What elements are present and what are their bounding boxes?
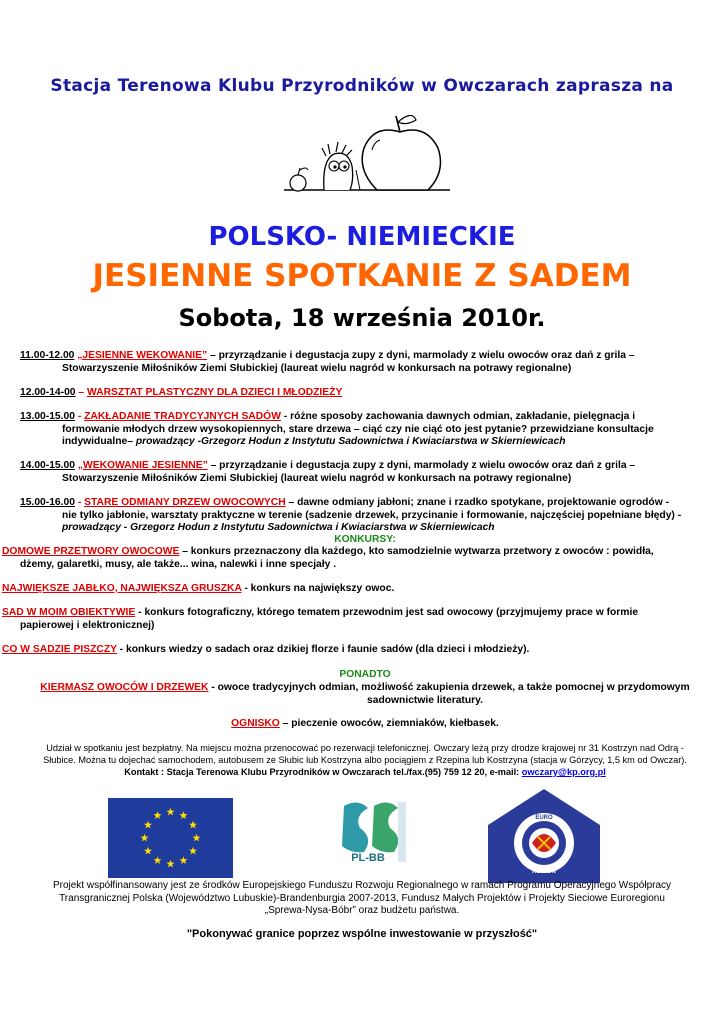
pl-bb-label: PL-BB [351, 852, 385, 864]
euroregion-logo [484, 785, 604, 885]
program-desc-cont: Stowarzyszenie Miłośników Ziemi Słubickiej (laureat wielu nagród w konkursach na potrawy regionalne) [62, 472, 572, 484]
title-polish-german: POLSKO- NIEMIECKIE [208, 222, 516, 252]
program-time: 12.00-14-00 [20, 387, 76, 398]
program-title: WARSZTAT PLASTYCZNY DLA DZIECI I MŁODZIEŻY [87, 387, 343, 398]
contest-item: SAD W MOIM OBIEKTYWIE - konkurs fotograficzny, którego tematem przewodnim jest sad owocowy (przyjmujemy prace w formie papierowej i elektronicznej) [2, 607, 639, 631]
program-title: „WEKOWANIE JESIENNE” [77, 460, 208, 471]
program-lecturer: prowadzący -Grzegorz Hodun z Instytutu Sadownictwa i Kwiaciarstwa w Skierniewicach [135, 436, 566, 448]
bonfire-item: OGNISKO – pieczenie owoców, ziemniaków, kiełbasek. [231, 718, 499, 729]
contest-item: NAJWIĘKSZE JABŁKO, NAJWIĘKSZA GRUSZKA - konkurs na największy owoc. [2, 583, 395, 594]
bonfire-title: OGNISKO [231, 718, 280, 729]
email-link[interactable]: owczary@kp.org.pl [521, 767, 606, 777]
pl-bb-logo [338, 798, 408, 870]
contest-title: DOMOWE PRZETWORY OWOCOWE [2, 546, 180, 557]
contest-title: CO W SADZIE PISZCZY [2, 644, 117, 655]
program-desc: – dawne odmiany jabłoni; znane i rzadko spotykane, projektowanie ogrodów - [285, 497, 670, 508]
fair-item: KIERMASZ OWOCÓW I DRZEWEK - owoce tradycyjnych odmian, możliwość zakupienia drzewek, a także pomocnej w przydomowym sadownictwie literatury. [40, 682, 690, 706]
program-desc: – przyrządzanie i degustacja zupy z dyni, marmolady z wielu owoców oraz dań z grila – [207, 350, 635, 361]
title-autumn-orchard: JESIENNE SPOTKANIE Z SADEM [92, 258, 632, 294]
intro-line: Stacja Terenowa Klubu Przyrodników w Owczarach zaprasza na [50, 76, 674, 96]
program-time: 13.00-15.00 [20, 411, 75, 422]
program-desc-cont: nie tylko jabłonie, warsztaty praktyczne w terenie (sadzenie drzewek, przycinanie i formowanie, najczęściej popełniane błędy) - [62, 509, 682, 521]
program-item: 13.00-15.00 - ZAKŁADANIE TRADYCYJNYCH SADÓW - różne sposoby zachowania dawnych odmian, zakładanie, pielęgnacja i formowanie młodych drzew wysokopiennych, stare drzewa – ciąć czy nie ciąć oto jest pytanie? przewidziane konsultacje indywidualne– prowadzący -Grzegorz Hodun z Instytutu Sadownictwa i Kwiaciarstwa w Skierniewicach [20, 411, 710, 449]
program-desc: - różne sposoby zachowania dawnych odmian, zakładanie, pielęgnacja i [280, 411, 636, 422]
program-lecturer: prowadzący - Grzegorz Hodun z Instytutu Sadownictwa i Kwiaciarstwa w Skierniewicach [62, 522, 495, 534]
funding-footer: Projekt współfinansowany jest ze środków Europejskiego Funduszu Rozwoju Regionalnego w ramach Programu Operacyjnego Współpracy Transgranicznej Polska (Województwo Lubuskie)-Brandenburgia 2007-2013, Fundusz Małych Projektów i Projekty Sieciowe Euroregionu „Sprewa-Nysa-Bóbr” oraz budżetu państwa. [52, 880, 672, 916]
program-title: „JESIENNE WEKOWANIE” [77, 350, 208, 361]
euroregion-bottom-text: REGION [532, 869, 556, 875]
program-item [20, 460, 710, 485]
program-desc-cont: formowanie młodych drzew wysokopiennych, stare drzewa – ciąć czy nie ciąć oto jest pytanie? przewidziane konsultacje [62, 423, 654, 435]
apple-cartoon-illustration [282, 110, 452, 200]
program-title: STARE ODMIANY DRZEW OWOCOWYCH [84, 497, 286, 508]
program-desc-cont: Stowarzyszenie Miłośników Ziemi Słubickiej (laureat wielu nagród w konkursach na potrawy regionalne) [62, 362, 572, 374]
eu-flag-logo [108, 798, 233, 878]
also-heading: PONADTO [339, 669, 391, 680]
program-time: 14.00-15.00 [20, 460, 75, 471]
program-item: 12.00-14-00 – WARSZTAT PLASTYCZNY DLA DZIECI I MŁODZIEŻY [20, 387, 343, 398]
euroregion-top-text: EURO [535, 815, 553, 821]
fair-title: KIERMASZ OWOCÓW I DRZEWEK [40, 682, 209, 693]
program-time: 15.00-16.00 [20, 497, 75, 508]
contest-title: NAJWIĘKSZE JABŁKO, NAJWIĘKSZA GRUSZKA [2, 583, 242, 594]
program-title: ZAKŁADANIE TRADYCYJNYCH SADÓW [84, 411, 281, 422]
program-item: 15.00-16.00 - STARE ODMIANY DRZEW OWOCOWYCH – dawne odmiany jabłoni; znane i rzadko spotykane, projektowanie ogrodów - nie tylko jabłonie, warsztaty praktyczne w terenie (sadzenie drzewek, przycinanie i formowanie, najczęściej popełniane błędy) - prowadzący - Grzegorz Hodun z Instytutu Sadownictwa i Kwiaciarstwa w Skierniewicach [20, 497, 710, 535]
info-block: Udział w spotkaniu jest bezpłatny. Na miejscu można przenocować po rezerwacji telefonicznej. Owczary leżą przy drodze krajowej nr 31 Kostrzyn nad Odrą - Słubice. Można tu dojechać samochodem, autobusem ze Słubic lub Kostrzyna albo pociągiem z Rzepina lub Kostrzyna (stacja w Górzycy, 1,5 km od Owczar). Kontakt : Stacja Terenowa Klubu Przyrodników w Owczarach tel./fax.(95) 759 12 20, e-mail: owczary@kp.org.pl [43, 743, 687, 777]
event-date: Sobota, 18 września 2010r. [178, 304, 546, 332]
program-item [20, 350, 710, 375]
contest-title: SAD W MOIM OBIEKTYWIE [2, 607, 136, 618]
contest-item: CO W SADZIE PISZCZY - konkurs wiedzy o sadach oraz dzikiej florze i faunie sadów (dla dzieci i młodzieży). [2, 644, 530, 655]
contests-heading: KONKURSY: [334, 534, 396, 545]
program-desc: – przyrządzanie i degustacja zupy z dyni, marmolady z wielu owoców oraz dań z grila – [207, 460, 636, 471]
program-time: 11.00-12.00 [20, 350, 75, 361]
slogan: "Pokonywać granice poprzez wspólne inwestowanie w przyszłość" [186, 928, 538, 940]
contest-item: DOMOWE PRZETWORY OWOCOWE – konkurs przeznaczony dla każdego, kto samodzielnie wytwarza przetwory z owoców : powidła, dżemy, galaretki, musy, ale także... wina, nalewki i inne specjały . [2, 546, 654, 570]
